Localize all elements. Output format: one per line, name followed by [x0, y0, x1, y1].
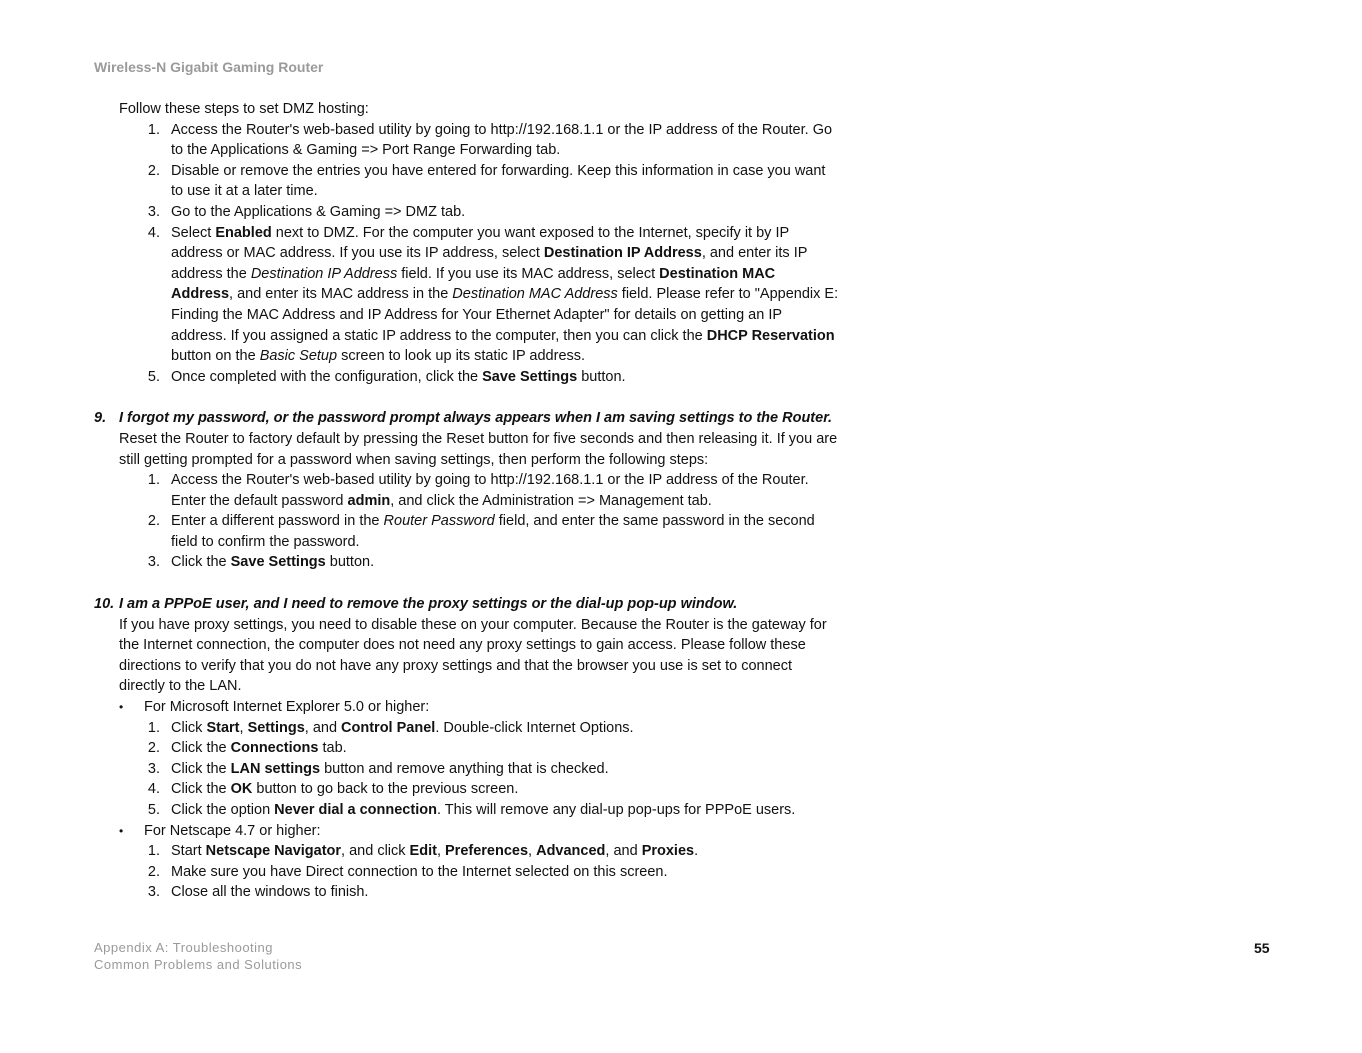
bullet-icon: •	[119, 823, 124, 838]
step-text: Start Netscape Navigator, and click Edit, Preferences, Advanced, and Proxies.	[171, 843, 699, 860]
question-number: 10.	[94, 596, 115, 613]
step-number: 1.	[147, 719, 160, 736]
step-number: 1.	[147, 472, 160, 489]
list-item	[94, 120, 839, 161]
list-item	[94, 779, 839, 800]
list-item	[94, 552, 839, 573]
step-text: Access the Router's web-based utility by going to http://192.168.1.1 or the IP address of the Router. Enter the default password admin, and click the Administration => Management tab.	[171, 472, 809, 509]
step-number: 3.	[147, 554, 160, 571]
list-item	[94, 800, 839, 821]
question-text: I forgot my password, or the password prompt always appears when I am saving settings to the Router.	[119, 410, 833, 427]
step-number: 2.	[147, 863, 160, 880]
bullet-steps-list	[94, 841, 839, 903]
step-number: 4.	[147, 224, 160, 241]
bullet-item	[94, 697, 839, 718]
step-text: Click the Connections tab.	[171, 740, 347, 757]
step-number: 4.	[147, 781, 160, 798]
step-text: Click the LAN settings button and remove anything that is checked.	[171, 760, 609, 777]
bullet-item	[94, 821, 839, 842]
step-number: 3.	[147, 203, 160, 220]
step-number: 1.	[147, 121, 160, 138]
step-text: Select Enabled next to DMZ. For the computer you want exposed to the Internet, specify it by IP address or MAC address. If you use its IP address, select Destination IP Address, and enter its IP address the Destination IP Address field. If you use its MAC address, select Destination MAC Address, and enter its MAC address in the Destination MAC Address field. Please refer to "Appendix E: Finding the MAC Address and IP Address for Your Ethernet Adapter" for details on getting an IP address. If you assigned a static IP address to the computer, then you can click the DHCP Reservation button on the Basic Setup screen to look up its static IP address.	[171, 224, 839, 365]
step-text: Click Start, Settings, and Control Panel. Double-click Internet Options.	[171, 719, 634, 736]
step-text: Click the OK button to go back to the previous screen.	[171, 781, 519, 798]
step-text: Disable or remove the entries you have entered for forwarding. Keep this information in case you want to use it at a later time.	[171, 162, 826, 200]
q10-bullets	[94, 697, 839, 903]
step-text: Make sure you have Direct connection to the Internet selected on this screen.	[171, 863, 668, 880]
footer	[94, 939, 302, 973]
page-number: 55	[1254, 940, 1270, 956]
step-number: 5.	[147, 802, 160, 818]
list-item	[94, 759, 839, 780]
list-item	[94, 738, 839, 759]
list-item	[94, 202, 839, 223]
bullet-icon: •	[119, 700, 124, 715]
list-item	[94, 161, 839, 202]
section-gap	[94, 573, 839, 594]
dmz-intro: Follow these steps to set DMZ hosting:	[119, 101, 369, 117]
step-number: 5.	[147, 368, 160, 385]
step-text: Close all the windows to finish.	[171, 884, 369, 901]
list-item	[94, 882, 839, 903]
bullet-label: For Microsoft Internet Explorer 5.0 or higher:	[144, 699, 430, 716]
footer-section: Common Problems and Solutions	[94, 957, 303, 972]
faq-question-10	[94, 594, 839, 615]
step-number: 3.	[147, 760, 160, 777]
footer-chapter: Appendix A: Troubleshooting	[94, 940, 274, 955]
step-number: 1.	[147, 843, 160, 860]
step-text: Once completed with the configuration, click the Save Settings button.	[171, 368, 626, 385]
bullet-label: For Netscape 4.7 or higher:	[144, 822, 321, 839]
step-text: Access the Router's web-based utility by going to http://192.168.1.1 or the IP address of the Router. Go to the Applications & Gaming => Port Range Forwarding tab.	[171, 121, 833, 159]
list-item	[94, 718, 839, 739]
list-item	[94, 841, 839, 862]
faq-question-9	[94, 408, 839, 429]
list-item	[94, 511, 839, 552]
faq-answer-10: If you have proxy settings, you need to disable these on your computer. Because the Router is the gateway for the Internet connection, the computer does not need any proxy settings to gain access. Please follow these directions to verify that you do not have any proxy settings and that the browser you use is set to connect directly to the LAN.	[119, 616, 827, 695]
list-item	[94, 862, 839, 883]
step-number: 2.	[147, 162, 160, 179]
question-text: I am a PPPoE user, and I need to remove the proxy settings or the dial-up pop-up window.	[119, 596, 738, 613]
section-gap	[94, 387, 839, 408]
running-header: Wireless-N Gigabit Gaming Router	[94, 59, 324, 75]
list-item	[94, 223, 839, 367]
list-item	[94, 470, 839, 511]
dmz-steps-list	[94, 120, 839, 388]
list-item	[94, 367, 839, 388]
page-body	[94, 99, 839, 903]
step-text: Go to the Applications & Gaming => DMZ tab.	[171, 203, 466, 220]
step-text: Click the option Never dial a connection. This will remove any dial-up pop-ups for PPPoE users.	[171, 802, 796, 818]
bullet-steps-list	[94, 718, 839, 821]
faq-answer-9: Reset the Router to factory default by pressing the Reset button for five seconds and then releasing it. If you are still getting prompted for a password when saving settings, then perform the following steps:	[119, 430, 838, 468]
q9-steps-list	[94, 470, 839, 573]
question-number: 9.	[94, 410, 107, 427]
step-text: Click the Save Settings button.	[171, 554, 375, 571]
step-number: 2.	[147, 740, 160, 757]
step-text: Enter a different password in the Router Password field, and enter the same password in the second field to confirm the password.	[171, 513, 815, 550]
step-number: 2.	[147, 513, 160, 530]
step-number: 3.	[147, 884, 160, 901]
